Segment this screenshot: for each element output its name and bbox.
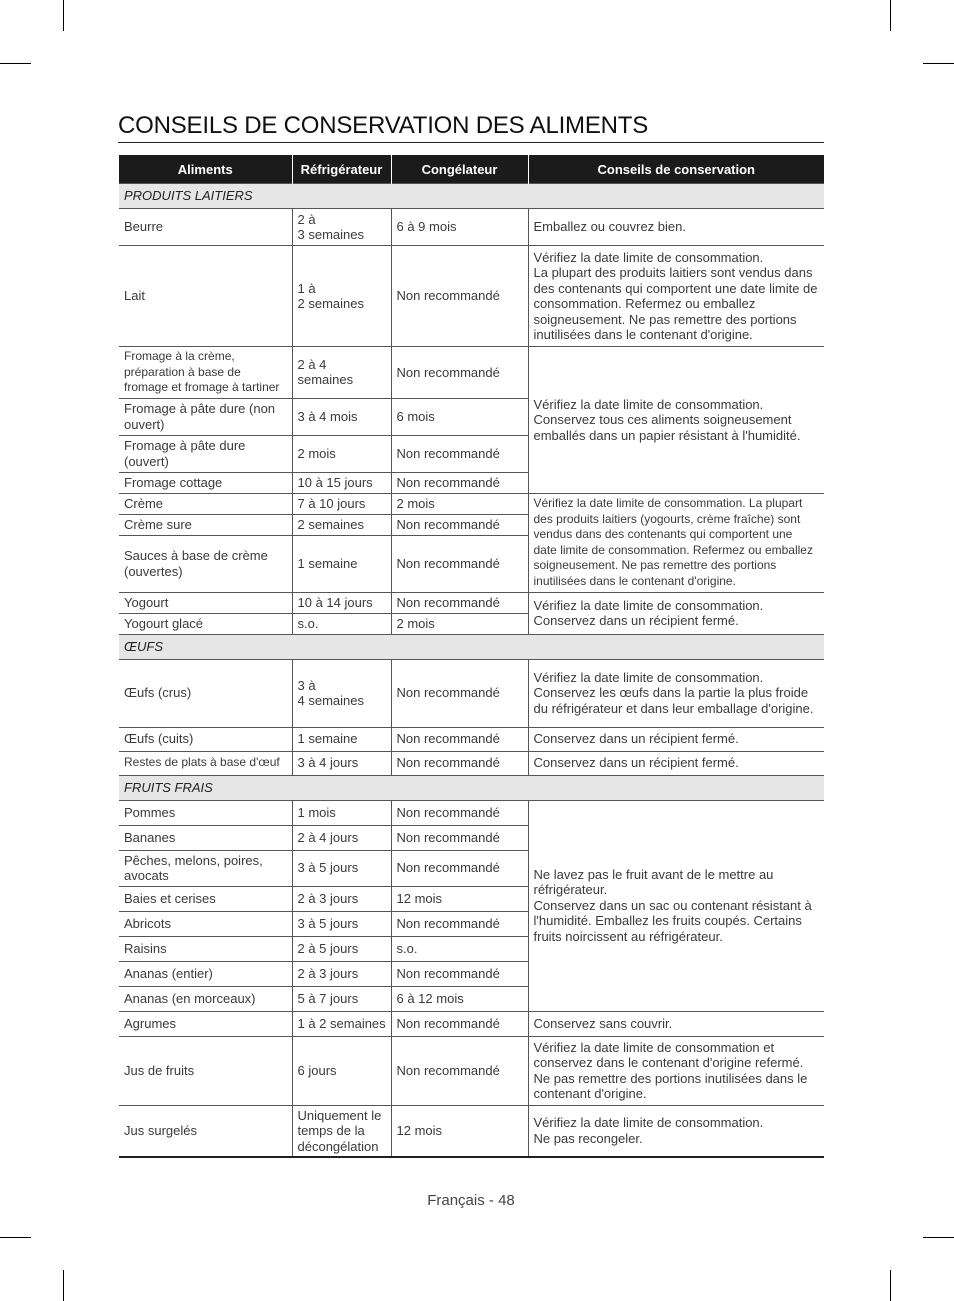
table-row bbox=[119, 800, 824, 825]
fridge-cell: 3 à 5 jours bbox=[292, 850, 391, 886]
food-cell: Fromage cottage bbox=[119, 472, 292, 493]
freezer-cell: s.o. bbox=[391, 936, 528, 961]
food-cell: Restes de plats à base d'œuf bbox=[119, 751, 292, 775]
food-cell: Bananes bbox=[119, 825, 292, 850]
freezer-cell: Non recommandé bbox=[391, 435, 528, 472]
table-row bbox=[119, 1105, 824, 1157]
fridge-cell: 3 à 4 jours bbox=[292, 751, 391, 775]
tip-cell: Conservez dans un récipient fermé. bbox=[528, 751, 824, 775]
tip-cell: Vérifiez la date limite de consommation. La plupart des produits laitiers (yogourts, crème fraîche) sont vendus dans des contenants qui comportent une date limite de consommation. Refermez ou emballez soigneusement. Ne pas remettre des portions inutilisées dans le contenant d'origine. bbox=[528, 493, 824, 592]
fridge-cell: 10 à 14 jours bbox=[292, 592, 391, 613]
tip-cell: Conservez dans un récipient fermé. bbox=[528, 727, 824, 751]
table-row bbox=[119, 659, 824, 727]
tip-cell: Vérifiez la date limite de consommation. Conservez tous ces aliments soigneusement emballés dans un papier résistant à l'humidité. bbox=[528, 347, 824, 494]
fridge-cell: 3 à 4 mois bbox=[292, 398, 391, 435]
fridge-cell: 6 jours bbox=[292, 1036, 391, 1105]
tip-cell: Vérifiez la date limite de consommation. La plupart des produits laitiers sont vendus dans des contenants qui comportent une date limite de consommation. Refermez ou emballez soigneusement. Ne pas remettre des portions inutilisées dans le contenant d'origine. bbox=[528, 246, 824, 347]
fridge-cell: 1 à 2 semaines bbox=[292, 246, 391, 347]
food-cell: Ananas (entier) bbox=[119, 961, 292, 986]
freezer-cell: 6 à 9 mois bbox=[391, 209, 528, 246]
crop-mark bbox=[890, 0, 891, 31]
food-cell: Œufs (crus) bbox=[119, 659, 292, 727]
freezer-cell: Non recommandé bbox=[391, 1036, 528, 1105]
fridge-cell: Uniquement le temps de la décongélation bbox=[292, 1105, 391, 1157]
freezer-cell: Non recommandé bbox=[391, 1011, 528, 1036]
fridge-cell: 2 à 4 semaines bbox=[292, 347, 391, 399]
fridge-cell: 2 à 3 jours bbox=[292, 961, 391, 986]
table-row bbox=[119, 1036, 824, 1105]
crop-mark bbox=[923, 63, 954, 64]
table-row bbox=[119, 592, 824, 613]
crop-mark bbox=[0, 1237, 31, 1238]
fridge-cell: 3 à 4 semaines bbox=[292, 659, 391, 727]
food-cell: Agrumes bbox=[119, 1011, 292, 1036]
table-row bbox=[119, 246, 824, 347]
tip-cell: Vérifiez la date limite de consommation. Ne pas recongeler. bbox=[528, 1105, 824, 1157]
header-refrigerateur: Réfrigérateur bbox=[292, 155, 391, 184]
food-cell: Œufs (cuits) bbox=[119, 727, 292, 751]
freezer-cell: Non recommandé bbox=[391, 800, 528, 825]
food-cell: Crème sure bbox=[119, 514, 292, 535]
fridge-cell: 10 à 15 jours bbox=[292, 472, 391, 493]
fridge-cell: 2 semaines bbox=[292, 514, 391, 535]
section-title: FRUITS FRAIS bbox=[119, 775, 824, 800]
freezer-cell: Non recommandé bbox=[391, 659, 528, 727]
fridge-cell: 3 à 5 jours bbox=[292, 911, 391, 936]
title-underline bbox=[118, 142, 824, 143]
freezer-cell: 12 mois bbox=[391, 1105, 528, 1157]
freezer-cell: Non recommandé bbox=[391, 514, 528, 535]
section-title: PRODUITS LAITIERS bbox=[119, 184, 824, 209]
food-cell: Lait bbox=[119, 246, 292, 347]
food-cell: Pommes bbox=[119, 800, 292, 825]
section-row-fruits bbox=[119, 775, 824, 800]
freezer-cell: Non recommandé bbox=[391, 347, 528, 399]
food-cell: Fromage à la crème, préparation à base de fromage et fromage à tartiner bbox=[119, 347, 292, 399]
crop-mark bbox=[63, 1270, 64, 1301]
freezer-cell: Non recommandé bbox=[391, 727, 528, 751]
storage-table bbox=[119, 155, 824, 1158]
section-title: ŒUFS bbox=[119, 634, 824, 659]
fridge-cell: 5 à 7 jours bbox=[292, 986, 391, 1011]
crop-mark bbox=[63, 0, 64, 31]
header-conseils: Conseils de conservation bbox=[528, 155, 824, 184]
food-cell: Ananas (en morceaux) bbox=[119, 986, 292, 1011]
fridge-cell: 2 à 3 semaines bbox=[292, 209, 391, 246]
food-cell: Jus surgelés bbox=[119, 1105, 292, 1157]
freezer-cell: Non recommandé bbox=[391, 850, 528, 886]
freezer-cell: 12 mois bbox=[391, 886, 528, 911]
freezer-cell: Non recommandé bbox=[391, 751, 528, 775]
table-row bbox=[119, 493, 824, 514]
fridge-cell: 1 semaine bbox=[292, 535, 391, 592]
tip-cell: Ne lavez pas le fruit avant de le mettre au réfrigérateur. Conservez dans un sac ou contenant résistant à l'humidité. Emballez les fruits coupés. Certains fruits noircissent au réfrigérateur. bbox=[528, 800, 824, 1011]
food-cell: Yogourt glacé bbox=[119, 613, 292, 634]
food-cell: Abricots bbox=[119, 911, 292, 936]
fridge-cell: 7 à 10 jours bbox=[292, 493, 391, 514]
tip-cell: Conservez sans couvrir. bbox=[528, 1011, 824, 1036]
crop-mark bbox=[0, 63, 31, 64]
food-cell: Baies et cerises bbox=[119, 886, 292, 911]
section-row-dairy bbox=[119, 184, 824, 209]
table-row bbox=[119, 347, 824, 399]
table-row bbox=[119, 209, 824, 246]
fridge-cell: 2 à 5 jours bbox=[292, 936, 391, 961]
header-aliments: Aliments bbox=[119, 155, 292, 184]
section-row-eggs bbox=[119, 634, 824, 659]
freezer-cell: Non recommandé bbox=[391, 911, 528, 936]
freezer-cell: 6 à 12 mois bbox=[391, 986, 528, 1011]
food-cell: Beurre bbox=[119, 209, 292, 246]
food-cell: Crème bbox=[119, 493, 292, 514]
freezer-cell: Non recommandé bbox=[391, 961, 528, 986]
freezer-cell: Non recommandé bbox=[391, 592, 528, 613]
food-cell: Yogourt bbox=[119, 592, 292, 613]
tip-cell: Vérifiez la date limite de consommation. Conservez dans un récipient fermé. bbox=[528, 592, 824, 634]
crop-mark bbox=[923, 1237, 954, 1238]
fridge-cell: 2 à 4 jours bbox=[292, 825, 391, 850]
food-cell: Raisins bbox=[119, 936, 292, 961]
fridge-cell: 1 mois bbox=[292, 800, 391, 825]
fridge-cell: 2 à 3 jours bbox=[292, 886, 391, 911]
fridge-cell: s.o. bbox=[292, 613, 391, 634]
food-cell: Fromage à pâte dure (ouvert) bbox=[119, 435, 292, 472]
freezer-cell: Non recommandé bbox=[391, 535, 528, 592]
table-header-row bbox=[119, 155, 824, 184]
tip-cell: Emballez ou couvrez bien. bbox=[528, 209, 824, 246]
page-title: CONSEILS DE CONSERVATION DES ALIMENTS bbox=[118, 112, 649, 139]
food-cell: Pêches, melons, poires, avocats bbox=[119, 850, 292, 886]
table-row bbox=[119, 751, 824, 775]
table-row bbox=[119, 1011, 824, 1036]
food-cell: Fromage à pâte dure (non ouvert) bbox=[119, 398, 292, 435]
table-row bbox=[119, 727, 824, 751]
freezer-cell: Non recommandé bbox=[391, 825, 528, 850]
freezer-cell: Non recommandé bbox=[391, 246, 528, 347]
tip-cell: Vérifiez la date limite de consommation. Conservez les œufs dans la partie la plus froide du réfrigérateur et dans leur emballage d'origine. bbox=[528, 659, 824, 727]
page-footer bbox=[0, 1192, 954, 1209]
fridge-cell: 1 semaine bbox=[292, 727, 391, 751]
freezer-cell: 6 mois bbox=[391, 398, 528, 435]
header-congelateur: Congélateur bbox=[391, 155, 528, 184]
food-cell: Jus de fruits bbox=[119, 1036, 292, 1105]
freezer-cell: 2 mois bbox=[391, 613, 528, 634]
fridge-cell: 2 mois bbox=[292, 435, 391, 472]
freezer-cell: 2 mois bbox=[391, 493, 528, 514]
crop-mark bbox=[890, 1270, 891, 1301]
freezer-cell: Non recommandé bbox=[391, 472, 528, 493]
page-number: Français - 48 bbox=[427, 1192, 515, 1209]
food-cell: Sauces à base de crème (ouvertes) bbox=[119, 535, 292, 592]
tip-cell: Vérifiez la date limite de consommation et conservez dans le contenant d'origine refermé. Ne pas remettre des portions inutilisées dans le contenant d'origine. bbox=[528, 1036, 824, 1105]
fridge-cell: 1 à 2 semaines bbox=[292, 1011, 391, 1036]
